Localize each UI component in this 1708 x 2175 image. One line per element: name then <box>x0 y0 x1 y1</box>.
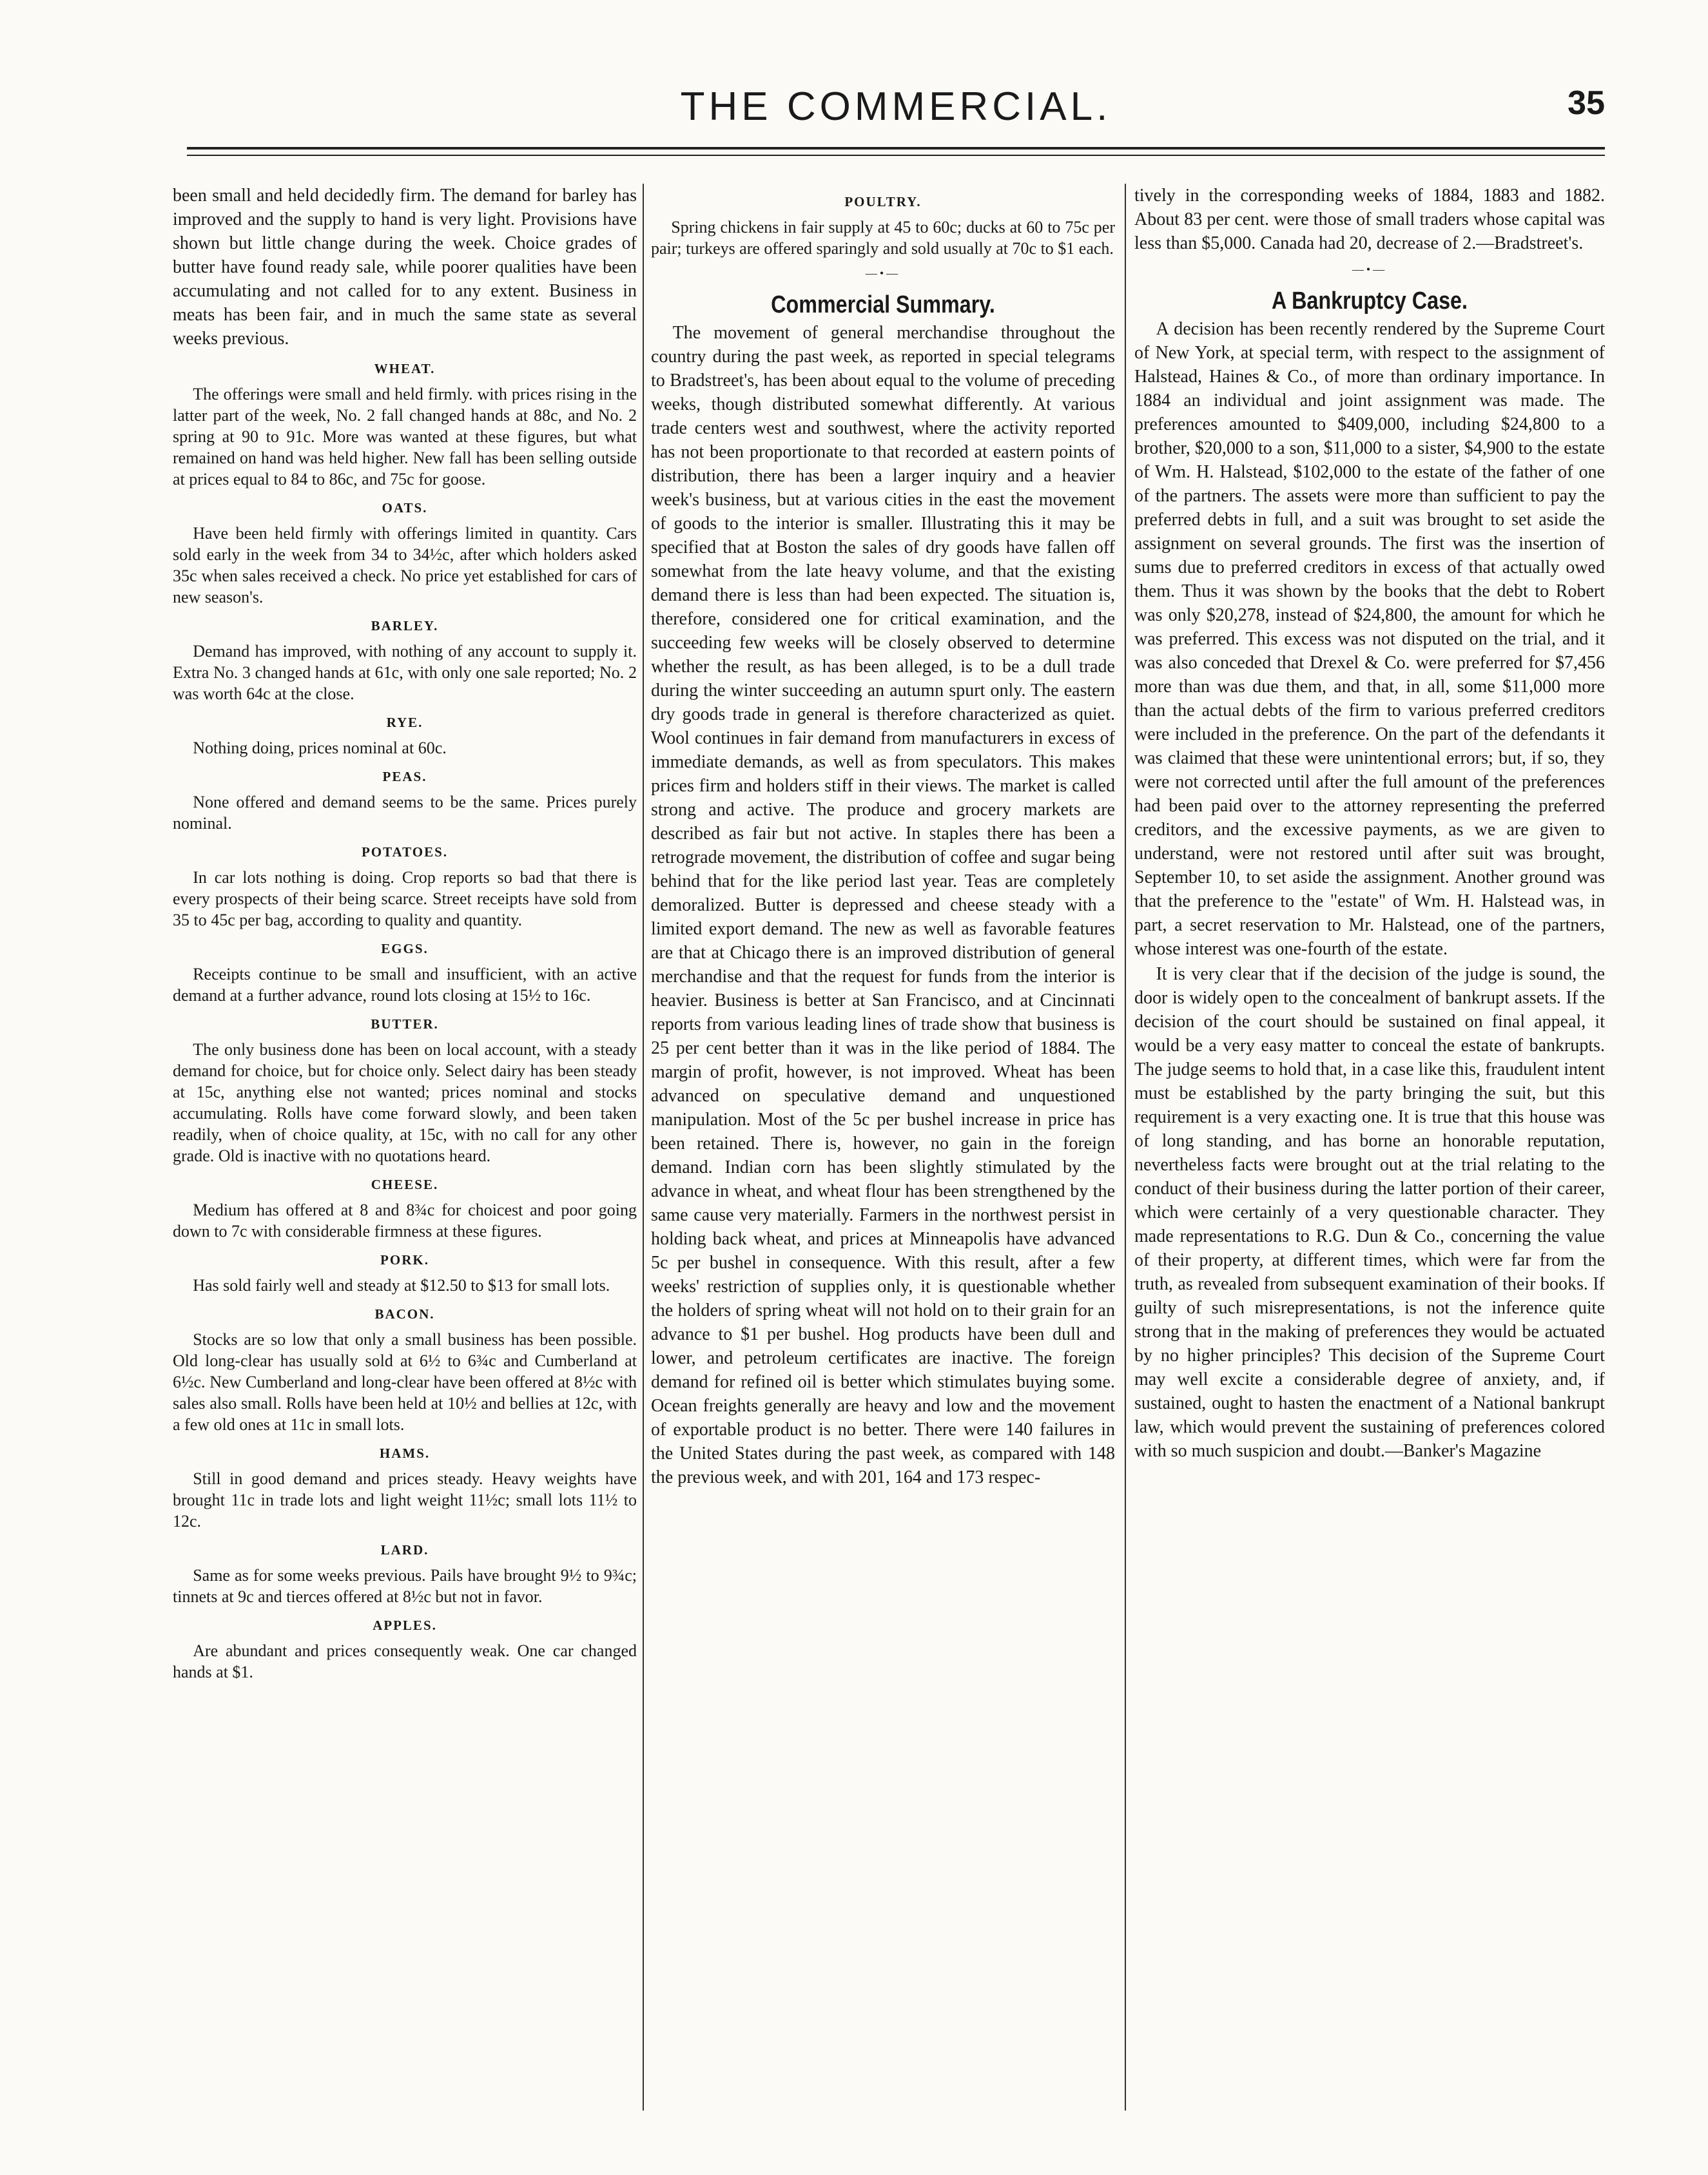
section-ornament: —•— <box>865 267 901 280</box>
article-title-commercial-summary: Commercial Summary. <box>771 291 995 318</box>
article-title-bankruptcy-case: A Bankruptcy Case. <box>1272 287 1468 314</box>
section-heading-lard: LARD. <box>380 1542 429 1558</box>
bacon-report: Stocks are so low that only a small business has been possible. Old long-clear has usually sold at 6½ to 6¾c and Cumberland at 6½c. New Cumberland and long-clear have been offered at 8½c with sales also small. Rolls have been held at 10½ and bellies at 12c, with a few old ones at 11c in small lots. <box>173 1330 637 1434</box>
oats-report: Have been held firmly with offerings limited in quantity. Cars sold early in the week from 34 to 34½c, after which holders asked 35c when sales received a check. No price yet established for cars of new season's. <box>173 524 637 606</box>
section-heading-rye: RYE. <box>386 715 423 730</box>
barley-report: Demand has improved, with nothing of any account to supply it. Extra No. 3 changed hands at 61c, with only one sale reported; No. 2 was worth 64c at the close. <box>173 642 637 703</box>
peas-report: None offered and demand seems to be the same. Prices purely nominal. <box>173 793 637 833</box>
apples-report: Are abundant and prices consequently weak. One car changed hands at $1. <box>173 1641 637 1681</box>
section-heading-pork: PORK. <box>380 1252 429 1268</box>
eggs-report: Receipts continue to be small and insufficient, with an active demand at a further advance, round lots closing at 15½ to 16c. <box>173 965 637 1005</box>
commercial-summary-body: The movement of general merchandise throughout the country during the past week, as reported in special telegrams to Bradstreet's, has been about equal to the volume of preceding weeks, though distributed somewhat differently. At various trade centers west and southwest, where the activity reported has not been proportionate to that recorded at eastern points of distribution, there has been a larger inquiry and a heavier week's business, but at various cities in the east the movement of goods to the interior is smaller. Illustrating this it may be specified that at Boston the sales of dry goods have fallen off somewhat from the late heavy volume, and that the existing demand there is less than had been expected. The situation is, therefore, considered one for critical examination, and the succeeding few weeks will be closely observed to determine whether the result, as has been alleged, is to be a dull trade during the winter succeeding an autumn spurt only. The eastern dry goods trade in general is therefore characterized as quiet. Wool continues in fair demand from manufacturers in excess of immediate demands, as well as from speculators. This makes prices firm and holders stiff in their views. The market is called strong and active. The produce and grocery markets are described as fair but not active. In staples there has been a retrograde movement, the distribution of coffee and sugar being behind that for the like period last year. Teas are completely demoralized. Butter is depressed and cheese steady with a limited export demand. The new as well as favorable features are that at Chicago there is an improved distribution of general merchandise and that the request for funds from the interior is heavier. Business is better at San Francisco, and at Cincinnati reports from various leading lines of trade show that business is 25 per cent better than it was in the like period of 1884. The margin of profit, however, is not improved. Wheat has been advanced on speculative demand and unquestioned manipulation. Most of the 5c per bushel increase in price has been retained. There is, however, no gain in the foreign demand. Indian corn has been slightly stimulated by the advance in wheat, and wheat flour has been strengthened by the same cause very materially. Farmers in the northwest persist in holding back wheat, and prices at Minneapolis have advanced 5c per bushel in consequence. With this result, after a few weeks' restriction of supplies only, it is questionable whether the holders of spring wheat will not hold on to their grain for an advance to $1 per bushel. Hog products have been dull and lower, and petroleum certificates are inactive. The foreign demand for refined oil is better which stimulates buying some. Ocean freights generally are heavy and low and the movement of exportable product is no better. There were 140 failures in the United States during the past week, as compared with 148 the previous week, and with 201, 164 and 173 respec- <box>651 323 1115 1487</box>
section-heading-bacon: BACON. <box>374 1306 435 1322</box>
header-rule-thin <box>187 155 1605 156</box>
column-commercial-summary <box>651 184 1115 2111</box>
lard-report: Same as for some weeks previous. Pails have brought 9½ to 9¾c; tinnets at 9c and tierces offered at 8½c but not in favor. <box>173 1566 637 1606</box>
bankruptcy-paragraph-1: A decision has been recently rendered by the Supreme Court of New York, at special term, with respect to the assignment of Halstead, Haines & Co., of more than ordinary importance. In 1884 an individual and joint assignment was made. The preferences amounted to $409,000, including $24,800 to a brother, $20,000 to a son, $11,000 to a sister, $4,900 to the estate of Wm. H. Halstead, $102,000 to the estate of the father of one of the partners. The assets were more than sufficient to pay the preferred debts in full, and a suit was brought to set aside the assignment on several grounds. The first was the insertion of sums due to preferred creditors in excess of that actually owed them. Thus it was shown by the books that the debt to Robert was only $20,278, instead of $24,800, the amount for which he was preferred. This excess was not disputed on the trial, and it was also conceded that Drexel & Co. were preferred for $7,456 more than was due them, and that, in all, some $11,000 more than the actual debts of the firm to various preferred creditors were included in the preference. On the part of the defendants it was claimed that these were unintentional errors; but, if so, they were not corrected until after the full amount of the preferences had been paid over to the attorney representing the preferred creditors, and the excessive payments, as we are given to understand, were not restored until after suit was brought, September 10, to set aside the assignment. Another ground was that the preference to the "estate" of Wm. H. Halstead was, in part, a secret reservation to Mr. Halstead, one of the partners, whose interest was one-fourth of the estate. <box>1134 319 1605 959</box>
potatoes-report: In car lots nothing is doing. Crop reports so bad that there is every prospects of their being scarce. Street receipts have sold from 35 to 45c per bag, according to quality and quantity. <box>173 868 637 929</box>
markets-intro: been small and held decidedly firm. The demand for barley has improved and the supply to hand is very light. Provisions have shown but little change during the week. Choice grades of butter have found ready sale, while poorer qualities have been accumulating and not called for to any extent. Business in meats has been fair, and in much the same state as several weeks previous. <box>173 186 637 349</box>
header-rule-thick <box>187 147 1605 150</box>
column-divider-2 <box>1125 184 1126 2111</box>
publication-title: THE COMMERCIAL. <box>680 84 1112 129</box>
section-heading-hams: HAMS. <box>379 1445 431 1461</box>
section-ornament: —•— <box>1352 263 1388 276</box>
section-heading-peas: PEAS. <box>382 769 427 784</box>
section-heading-butter: BUTTER. <box>371 1016 439 1032</box>
butter-report: The only business done has been on local account, with a steady demand for choice, but for choice only. Select dairy has been steady at 15c, anything else not wanted; prices nominal and stocks accumulating. Rolls have come forward slowly, and been taken readily, when of choice quality, at 15c, with no call for any other grade. Old is inactive with no quotations heard. <box>173 1040 637 1165</box>
section-heading-cheese: CHEESE. <box>371 1177 439 1192</box>
rye-report: Nothing doing, prices nominal at 60c. <box>193 739 447 757</box>
hams-report: Still in good demand and prices steady. Heavy weights have brought 11c in trade lots and light weight 11½c; small lots 11½ to 12c. <box>173 1469 637 1531</box>
section-heading-apples: APPLES. <box>373 1618 437 1633</box>
wheat-report: The offerings were small and held firmly. with prices rising in the latter part of the week, No. 2 fall changed hands at 88c, and No. 2 spring at 90 to 91c. More was wanted at these figures, but what remained on hand was held higher. New fall has been selling outside at prices equal to 84 to 86c, and 75c for goose. <box>173 385 637 488</box>
masthead <box>187 84 1605 155</box>
section-heading-potatoes: POTATOES. <box>361 844 449 860</box>
section-heading-barley: BARLEY. <box>371 618 439 633</box>
bankruptcy-paragraph-2: It is very clear that if the decision of the judge is sound, the door is widely open to the concealment of bankrupt assets. If the decision of the court should be sustained on final appeal, it would be a very easy matter to conceal the estate of bankrupts. The judge seems to hold that, in a case like this, fraudulent intent must be established by the party bringing the suit, but this requirement is a very exacting one. It is true that this house was of long standing, and has borne an honorable reputation, nevertheless facts were brought out at the trial relating to the conduct of their business during the latter portion of their career, which were certainly of a very questionable character. They made representations to R.G. Dun & Co., concerning the value of their property, at different times, which were far from the truth, as revealed from subsequent examination of their books. If guilty of such misrepresentations, is not the inference quite strong that in the making of preferences they would be actuated by no higher principles? This decision of the Supreme Court may well excite a considerable degree of anxiety, and, if sustained, ought to hasten the enactment of a National bankrupt law, which would prevent the sustaining of preferences colored with so much suspicion and doubt.—Banker's Magazine <box>1134 964 1605 1461</box>
section-heading-wheat: WHEAT. <box>374 361 436 376</box>
column-divider-1 <box>643 184 644 2111</box>
section-heading-poultry: POULTRY. <box>844 194 922 209</box>
cheese-report: Medium has offered at 8 and 8¾c for choicest and poor going down to 7c with considerable firmness at these figures. <box>173 1201 637 1241</box>
column-markets <box>173 184 637 2111</box>
pork-report: Has sold fairly well and steady at $12.50 to $13 for small lots. <box>193 1276 610 1295</box>
column-bankruptcy-case <box>1134 184 1605 2111</box>
section-heading-oats: OATS. <box>382 500 428 516</box>
summary-continuation: tively in the corresponding weeks of 1884, 1883 and 1882. About 83 per cent. were those of small traders whose capital was less than $5,000. Canada had 20, decrease of 2.—Bradstreet's. <box>1134 186 1605 253</box>
section-heading-eggs: EGGS. <box>381 941 429 956</box>
poultry-report: Spring chickens in fair supply at 45 to 60c; ducks at 60 to 75c per pair; turkeys are offered sparingly and sold usually at 70c to $1 each. <box>651 218 1115 258</box>
page-number: 35 <box>1567 84 1605 122</box>
